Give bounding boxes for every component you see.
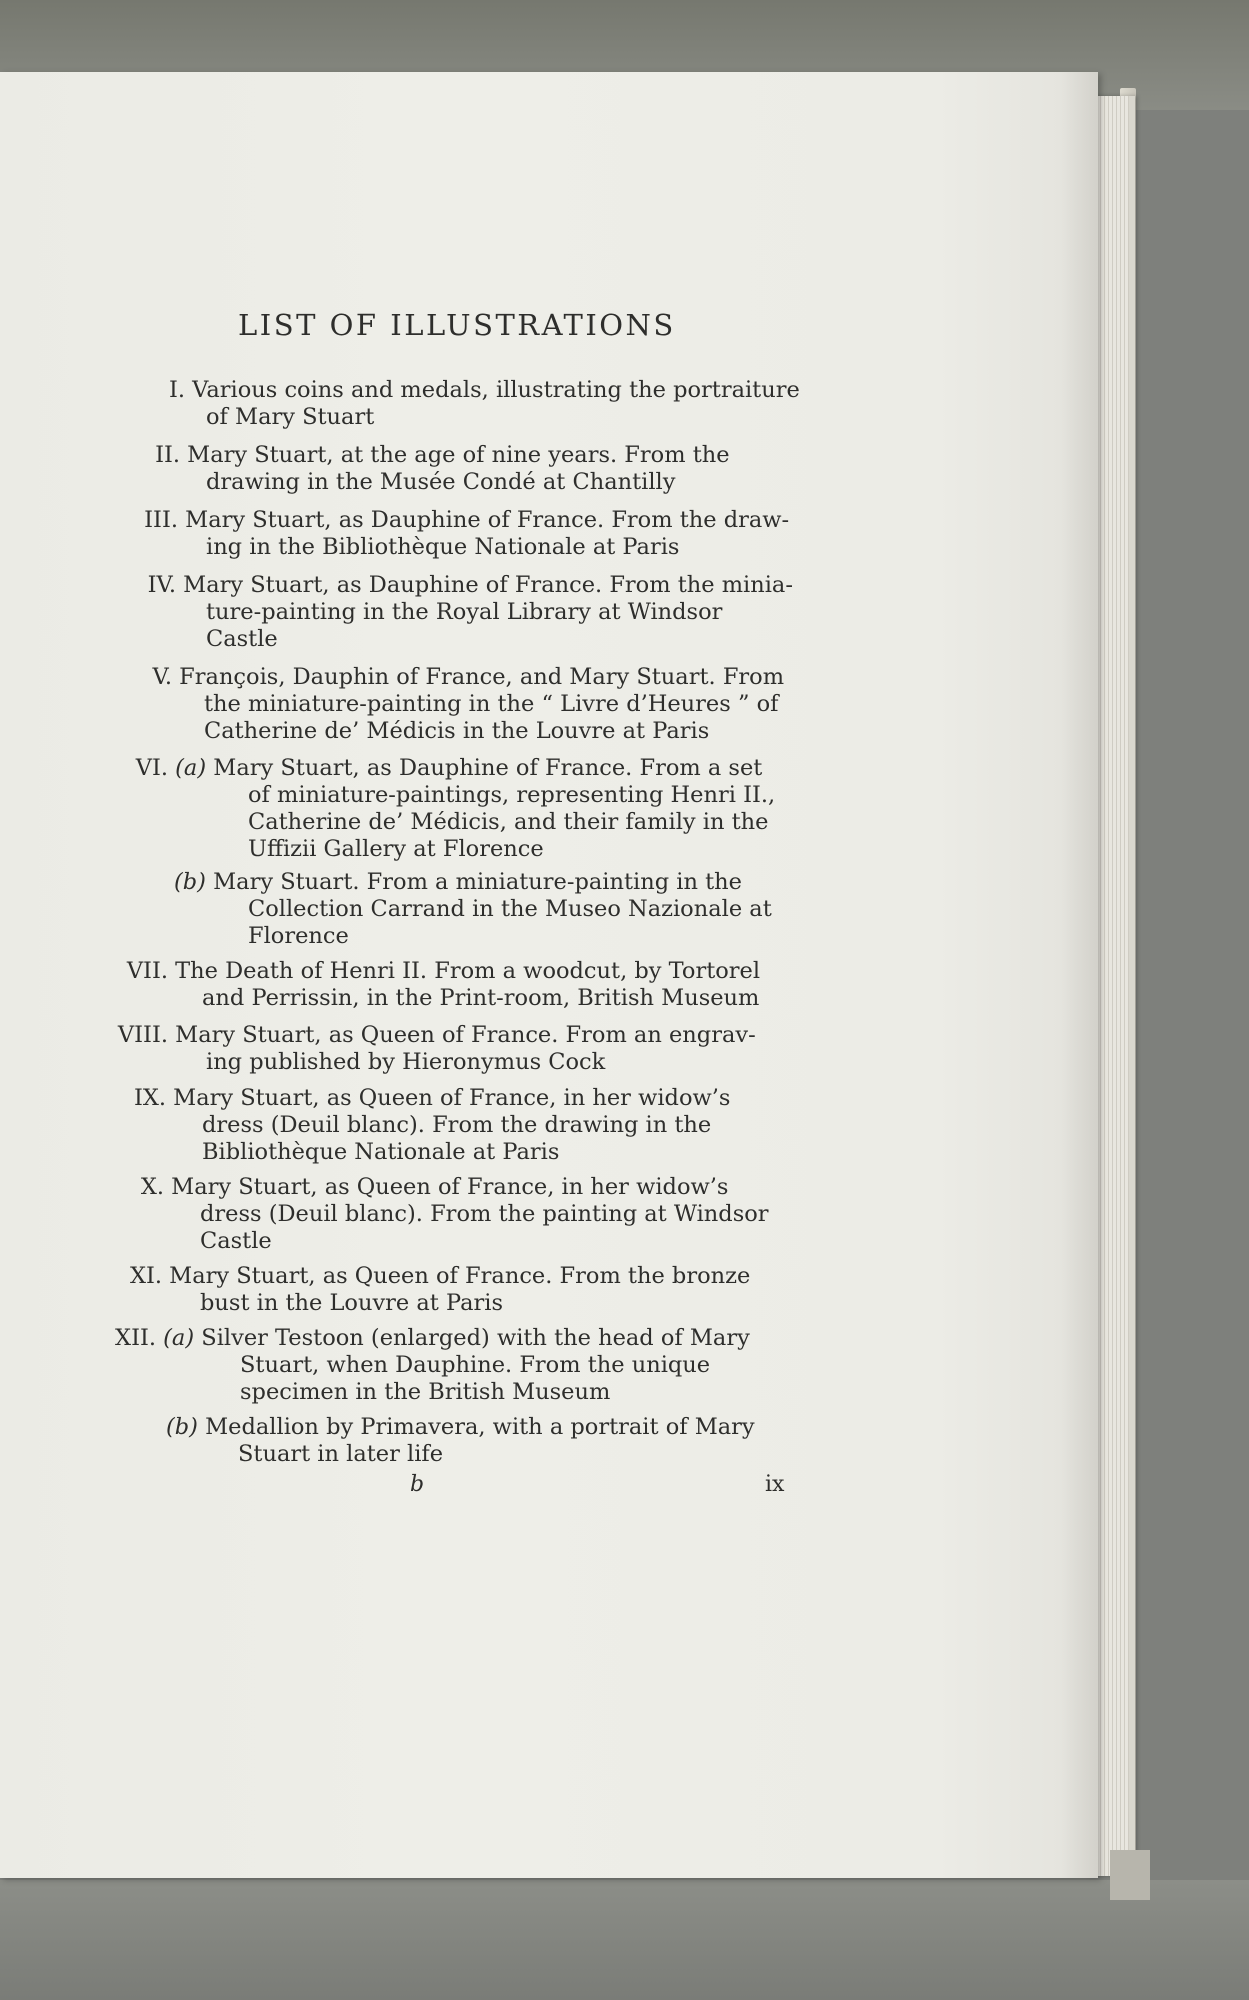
book-page [0,72,1098,1878]
illustration-entry-7 [112,958,760,1012]
backdrop-bottom [0,1880,1249,2000]
entry-line: Mary Stuart. From a miniature-painting in the [213,869,742,895]
entry-line: Catherine de’ Médicis, and their family in the [248,809,769,835]
entry-line: Stuart in later life [238,1441,444,1467]
entry-line: of Mary Stuart [206,404,375,430]
entry-line: Uffizii Gallery at Florence [248,836,544,862]
entry-line: Mary Stuart, as Queen of France, in her widow’s [171,1174,729,1200]
entry-subletter: (a) [163,1325,195,1351]
page-number: ix [765,1472,785,1497]
entry-line: of miniature-paintings, representing Henri II., [248,782,776,808]
entry-line: ing published by Hieronymus Cock [206,1049,606,1075]
entry-line: ing in the Bibliothèque Nationale at Paris [206,534,680,560]
entry-line: Florence [248,923,349,949]
entry-line: Collection Carrand in the Museo Nazionale at [248,896,772,922]
illustration-entry-4 [122,572,793,653]
illustration-entry-1 [140,377,800,431]
entry-line: Castle [206,626,278,652]
entry-line: Stuart, when Dauphine. From the unique [240,1352,711,1378]
entry-line: dress (Deuil blanc). From the drawing in the [202,1112,712,1138]
illustration-entry-3 [120,507,789,561]
illustration-entry-9 [118,1085,730,1166]
illustration-entry-12a [100,1325,750,1406]
entry-number: V. [152,664,172,690]
entry-subletter: (a) [175,755,207,781]
entry-subletter: (b) [174,869,206,895]
entry-line: Bibliothèque Nationale at Paris [202,1139,560,1165]
entry-number: VII. [126,958,168,984]
entry-number: I. [168,377,185,403]
page-gutter-shade [1060,72,1098,1878]
signature-mark: b [410,1472,425,1497]
illustration-entry-6a [128,755,776,863]
entry-line: the miniature-painting in the “ Livre d’Heures ” of [204,691,779,717]
illustration-entry-10 [128,1174,769,1255]
entry-line: ture-painting in the Royal Library at Windsor [206,599,723,625]
cover-corner [1110,1850,1150,1900]
entry-number: III. [144,507,178,533]
entry-number: IV. [147,572,176,598]
entry-number: XII. [115,1325,156,1351]
entry-line: specimen in the British Museum [240,1379,611,1405]
entry-line: Mary Stuart, as Queen of France, in her widow’s [173,1085,731,1111]
entry-line: Silver Testoon (enlarged) with the head of Mary [201,1325,750,1351]
entry-line: drawing in the Musée Condé at Chantilly [206,469,676,495]
illustration-entry-5 [134,664,784,745]
entry-number: XI. [129,1263,162,1289]
entry-line: Various coins and medals, illustrating the portraiture [192,377,800,403]
entry-number: VIII. [117,1022,168,1048]
entry-line: François, Dauphin of France, and Mary Stuart. From [179,664,785,690]
entry-line: Mary Stuart, as Dauphine of France. From a set [213,755,763,781]
entry-line: Mary Stuart, as Queen of France. From the bronze [169,1263,751,1289]
entry-line: The Death of Henri II. From a woodcut, by Tortorel [175,958,761,984]
illustration-entry-2 [128,442,730,496]
illustration-entry-8 [96,1022,756,1076]
entry-line: Mary Stuart, as Dauphine of France. From the minia- [183,572,793,598]
entry-number: IX. [133,1085,166,1111]
entry-line: and Perrissin, in the Print-room, British Museum [202,985,760,1011]
entry-number: X. [140,1174,164,1200]
illustration-entry-12b [166,1414,755,1468]
illustration-entry-6b [174,869,772,950]
illustration-entry-11 [114,1263,750,1317]
entry-number: II. [155,442,180,468]
page-title: LIST OF ILLUSTRATIONS [238,308,676,342]
entry-subletter: (b) [166,1414,198,1440]
entry-line: Mary Stuart, as Dauphine of France. From the draw- [185,507,790,533]
entry-line: Castle [200,1228,272,1254]
entry-line: Medallion by Primavera, with a portrait of Mary [205,1414,755,1440]
entry-line: Catherine de’ Médicis in the Louvre at Paris [204,718,710,744]
entry-line: dress (Deuil blanc). From the painting at Windsor [200,1201,769,1227]
entry-line: bust in the Louvre at Paris [200,1290,504,1316]
entry-number: VI. [135,755,168,781]
entry-line: Mary Stuart, as Queen of France. From an engrav- [175,1022,756,1048]
entry-line: Mary Stuart, at the age of nine years. From the [187,442,730,468]
